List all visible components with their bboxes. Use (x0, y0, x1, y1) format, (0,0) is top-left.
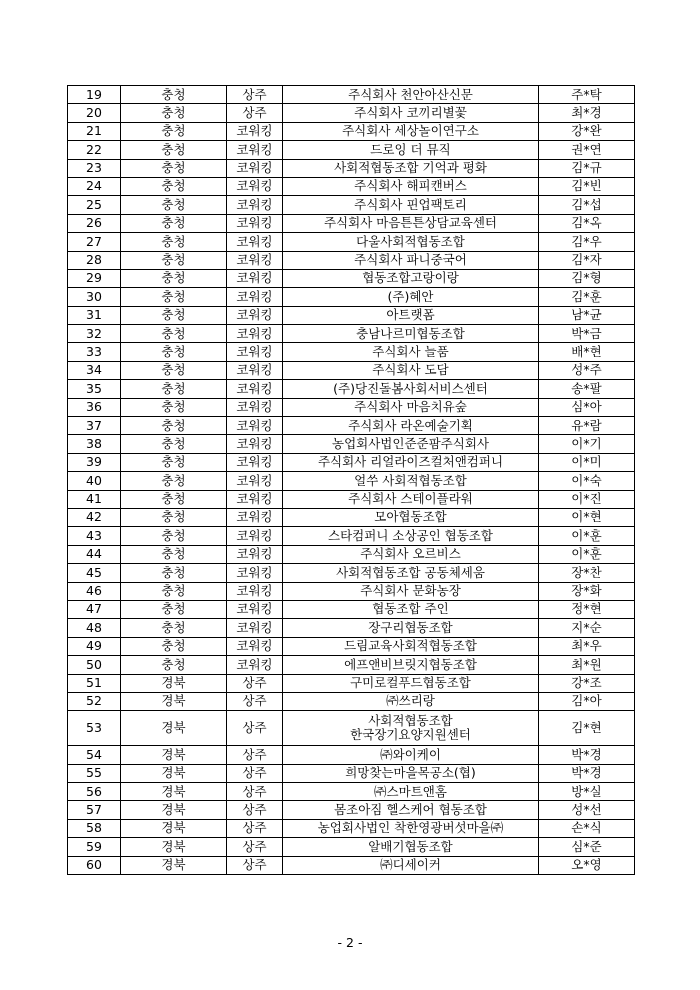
company-name-line: 주식회사 도담 (372, 362, 449, 378)
type-cell: 코워킹 (227, 490, 283, 508)
type-cell: 상주 (227, 838, 283, 856)
region-cell: 충청 (121, 233, 227, 251)
region-cell: 경북 (121, 764, 227, 782)
row-number-cell: 49 (68, 637, 121, 655)
region-cell: 경북 (121, 746, 227, 764)
company-name-line: ㈜쓰리랑 (386, 693, 435, 709)
region-cell: 충청 (121, 159, 227, 177)
row-number-cell: 29 (68, 269, 121, 287)
representative-cell: 장*찬 (539, 564, 635, 582)
type-cell: 코워킹 (227, 141, 283, 159)
table-row (68, 490, 635, 508)
table-row (68, 801, 635, 819)
region-cell: 충청 (121, 490, 227, 508)
type-cell: 코워킹 (227, 417, 283, 435)
company-name-cell (283, 472, 539, 490)
region-cell: 충청 (121, 637, 227, 655)
table-body (68, 86, 635, 875)
row-number-cell: 53 (68, 711, 121, 746)
type-cell: 코워킹 (227, 159, 283, 177)
company-name-line: 모아협동조합 (374, 509, 447, 525)
row-number-cell: 44 (68, 545, 121, 563)
region-cell: 충청 (121, 545, 227, 563)
table-row (68, 380, 635, 398)
company-name-cell (283, 783, 539, 801)
representative-cell: 김*형 (539, 269, 635, 287)
type-cell: 상주 (227, 104, 283, 122)
company-name-cell (283, 306, 539, 324)
type-cell: 코워킹 (227, 251, 283, 269)
type-cell: 코워킹 (227, 398, 283, 416)
company-name-line: 주식회사 오르비스 (360, 546, 461, 562)
table-row (68, 361, 635, 379)
company-name-line: 주식회사 마음치유숲 (354, 399, 467, 415)
representative-cell: 김*우 (539, 233, 635, 251)
region-cell: 경북 (121, 801, 227, 819)
region-cell: 충청 (121, 361, 227, 379)
row-number-cell: 34 (68, 361, 121, 379)
type-cell: 코워킹 (227, 214, 283, 232)
representative-cell: 박*금 (539, 325, 635, 343)
representative-cell: 손*식 (539, 819, 635, 837)
company-name-line: 장구리협동조합 (368, 619, 453, 635)
row-number-cell: 57 (68, 801, 121, 819)
table-row (68, 435, 635, 453)
company-name-cell (283, 656, 539, 674)
company-name-cell (283, 600, 539, 618)
representative-cell: 남*균 (539, 306, 635, 324)
company-name-cell (283, 582, 539, 600)
representative-cell: 지*순 (539, 619, 635, 637)
row-number-cell: 45 (68, 564, 121, 582)
table-row (68, 472, 635, 490)
representative-cell: 유*람 (539, 417, 635, 435)
company-name-cell (283, 214, 539, 232)
region-cell: 충청 (121, 177, 227, 195)
company-name-line: 협동조합고랑이랑 (362, 270, 459, 286)
representative-cell: 이*현 (539, 508, 635, 526)
company-name-line: 에프앤비브릿지협동조합 (344, 656, 477, 672)
representative-cell: 최*우 (539, 637, 635, 655)
table-row (68, 214, 635, 232)
region-cell: 경북 (121, 819, 227, 837)
table-row (68, 343, 635, 361)
company-name-line: 드로잉 더 뮤직 (370, 141, 451, 157)
row-number-cell: 30 (68, 288, 121, 306)
region-cell: 충청 (121, 417, 227, 435)
type-cell: 코워킹 (227, 472, 283, 490)
representative-cell: 최*원 (539, 656, 635, 674)
company-name-cell (283, 545, 539, 563)
row-number-cell: 33 (68, 343, 121, 361)
table-row (68, 545, 635, 563)
company-name-line: 사회적협동조합 (368, 712, 453, 728)
company-name-cell (283, 159, 539, 177)
company-name-cell (283, 343, 539, 361)
company-name-line: 사회적협동조합 공동체세움 (336, 564, 485, 580)
row-number-cell: 38 (68, 435, 121, 453)
company-name-cell (283, 508, 539, 526)
table-row (68, 819, 635, 837)
row-number-cell: 25 (68, 196, 121, 214)
representative-cell: 오*영 (539, 856, 635, 874)
company-name-cell (283, 637, 539, 655)
row-number-cell: 23 (68, 159, 121, 177)
region-cell: 충청 (121, 380, 227, 398)
table-row (68, 398, 635, 416)
region-cell: 충청 (121, 472, 227, 490)
type-cell: 상주 (227, 86, 283, 104)
table-row (68, 838, 635, 856)
page-number: - 2 - (337, 935, 363, 950)
company-name-line: 얼쑤 사회적협동조합 (354, 472, 467, 488)
company-name-line: 주식회사 파니중국어 (354, 252, 467, 268)
company-name-cell (283, 122, 539, 140)
company-name-cell (283, 435, 539, 453)
company-name-cell (283, 692, 539, 710)
region-cell: 충청 (121, 214, 227, 232)
row-number-cell: 27 (68, 233, 121, 251)
representative-cell: 김*빈 (539, 177, 635, 195)
company-name-cell (283, 269, 539, 287)
table-row (68, 453, 635, 471)
type-cell: 코워킹 (227, 361, 283, 379)
company-name-line: 주식회사 세상놀이연구소 (342, 123, 479, 139)
representative-cell: 송*팔 (539, 380, 635, 398)
row-number-cell: 41 (68, 490, 121, 508)
company-name-cell (283, 619, 539, 637)
row-number-cell: 37 (68, 417, 121, 435)
row-number-cell: 26 (68, 214, 121, 232)
company-name-line: 구미로컬푸드협동조합 (350, 675, 471, 690)
representative-cell: 강*조 (539, 674, 635, 692)
row-number-cell: 39 (68, 453, 121, 471)
region-cell: 충청 (121, 86, 227, 104)
region-cell: 충청 (121, 196, 227, 214)
type-cell: 상주 (227, 819, 283, 837)
type-cell: 상주 (227, 711, 283, 746)
region-cell: 충청 (121, 398, 227, 416)
row-number-cell: 24 (68, 177, 121, 195)
type-cell: 코워킹 (227, 508, 283, 526)
region-cell: 충청 (121, 288, 227, 306)
representative-cell: 최*경 (539, 104, 635, 122)
table-row (68, 306, 635, 324)
region-cell: 경북 (121, 783, 227, 801)
row-number-cell: 58 (68, 819, 121, 837)
company-name-cell (283, 801, 539, 819)
row-number-cell: 51 (68, 674, 121, 692)
representative-cell: 박*경 (539, 764, 635, 782)
table-row (68, 122, 635, 140)
type-cell: 코워킹 (227, 545, 283, 563)
company-name-line: 농업회사법인준준팜주식회사 (332, 435, 489, 451)
type-cell: 코워킹 (227, 656, 283, 674)
company-name-line: ㈜디세이커 (380, 857, 441, 873)
type-cell: 상주 (227, 801, 283, 819)
representative-cell: 이*진 (539, 490, 635, 508)
table-row (68, 325, 635, 343)
company-name-line: 알배기협동조합 (368, 838, 453, 854)
region-cell: 충청 (121, 435, 227, 453)
representative-cell: 김*현 (539, 711, 635, 746)
representative-cell: 장*화 (539, 582, 635, 600)
company-name-line: 아트랫폼 (386, 307, 435, 323)
table-row (68, 177, 635, 195)
representative-cell: 김*섭 (539, 196, 635, 214)
row-number-cell: 48 (68, 619, 121, 637)
company-name-line: 주식회사 스테이플라워 (348, 491, 473, 507)
region-cell: 충청 (121, 251, 227, 269)
type-cell: 코워킹 (227, 637, 283, 655)
company-name-cell (283, 361, 539, 379)
type-cell: 코워킹 (227, 306, 283, 324)
representative-cell: 성*선 (539, 801, 635, 819)
company-name-cell (283, 251, 539, 269)
table-row (68, 417, 635, 435)
company-name-cell (283, 380, 539, 398)
region-cell: 충청 (121, 600, 227, 618)
row-number-cell: 22 (68, 141, 121, 159)
type-cell: 코워킹 (227, 122, 283, 140)
type-cell: 코워킹 (227, 269, 283, 287)
type-cell: 코워킹 (227, 527, 283, 545)
company-name-line: 사회적협동조합 기억과 평화 (334, 160, 487, 176)
representative-cell: 이*기 (539, 435, 635, 453)
representative-cell: 김*아 (539, 692, 635, 710)
company-name-line: 주식회사 핀업팩토리 (354, 196, 467, 212)
table-row (68, 141, 635, 159)
type-cell: 코워킹 (227, 582, 283, 600)
company-name-line: 주식회사 문화농장 (360, 583, 461, 599)
representative-cell: 김*자 (539, 251, 635, 269)
company-name-line: 주식회사 늘품 (372, 343, 449, 359)
row-number-cell: 31 (68, 306, 121, 324)
company-name-line: 주식회사 라온예술기획 (348, 417, 473, 433)
type-cell: 코워킹 (227, 619, 283, 637)
type-cell: 코워킹 (227, 600, 283, 618)
type-cell: 코워킹 (227, 453, 283, 471)
region-cell: 경북 (121, 674, 227, 692)
row-number-cell: 32 (68, 325, 121, 343)
table-row (68, 656, 635, 674)
type-cell: 상주 (227, 692, 283, 710)
company-name-line: 협동조합 주인 (372, 601, 449, 617)
table-row (68, 251, 635, 269)
type-cell: 코워킹 (227, 288, 283, 306)
region-cell: 충청 (121, 141, 227, 159)
representative-cell: 이*훈 (539, 545, 635, 563)
company-name-cell (283, 325, 539, 343)
representative-cell: 김*훈 (539, 288, 635, 306)
company-name-line: ㈜스마트앤홈 (374, 783, 447, 799)
region-cell: 충청 (121, 564, 227, 582)
company-name-cell (283, 674, 539, 692)
region-cell: 충청 (121, 453, 227, 471)
company-name-line: 농업회사법인 착한영광버섯마을㈜ (317, 820, 504, 836)
company-name-cell (283, 764, 539, 782)
company-name-line: 다울사회적협동조합 (356, 233, 465, 249)
table-row (68, 856, 635, 874)
representative-cell: 김*규 (539, 159, 635, 177)
company-name-cell (283, 104, 539, 122)
table-row (68, 674, 635, 692)
representative-cell: 이*숙 (539, 472, 635, 490)
company-name-line: (주)혜안 (387, 288, 434, 304)
row-number-cell: 35 (68, 380, 121, 398)
representative-cell: 정*현 (539, 600, 635, 618)
row-number-cell: 46 (68, 582, 121, 600)
representative-cell: 방*실 (539, 783, 635, 801)
row-number-cell: 21 (68, 122, 121, 140)
row-number-cell: 55 (68, 764, 121, 782)
table-row (68, 692, 635, 710)
table-row (68, 619, 635, 637)
company-name-cell (283, 564, 539, 582)
representative-cell: 이*미 (539, 453, 635, 471)
table-row (68, 764, 635, 782)
region-cell: 경북 (121, 856, 227, 874)
row-number-cell: 47 (68, 600, 121, 618)
representative-cell: 권*연 (539, 141, 635, 159)
table-row (68, 508, 635, 526)
table-row (68, 582, 635, 600)
company-name-cell (283, 746, 539, 764)
company-name-cell (283, 838, 539, 856)
company-name-line: 스타컴퍼니 소상공인 협동조합 (328, 527, 493, 543)
company-name-cell (283, 196, 539, 214)
row-number-cell: 36 (68, 398, 121, 416)
row-number-cell: 42 (68, 508, 121, 526)
region-cell: 충청 (121, 306, 227, 324)
company-name-line: 충남나르미협동조합 (356, 325, 465, 341)
representative-cell: 강*완 (539, 122, 635, 140)
type-cell: 상주 (227, 764, 283, 782)
region-cell: 충청 (121, 527, 227, 545)
company-name-line: 몸조아짐 헬스케어 협동조합 (334, 801, 487, 817)
table-row (68, 86, 635, 104)
company-name-cell (283, 177, 539, 195)
table-row (68, 711, 635, 746)
company-name-line: 주식회사 해피캔버스 (354, 178, 467, 194)
type-cell: 코워킹 (227, 564, 283, 582)
row-number-cell: 20 (68, 104, 121, 122)
row-number-cell: 56 (68, 783, 121, 801)
region-cell: 충청 (121, 582, 227, 600)
company-name-cell (283, 288, 539, 306)
row-number-cell: 40 (68, 472, 121, 490)
company-name-line: 주식회사 코끼리별꽃 (354, 104, 467, 120)
type-cell: 코워킹 (227, 233, 283, 251)
representative-cell: 이*훈 (539, 527, 635, 545)
company-name-cell (283, 417, 539, 435)
row-number-cell: 28 (68, 251, 121, 269)
row-number-cell: 50 (68, 656, 121, 674)
table-row (68, 637, 635, 655)
type-cell: 코워킹 (227, 343, 283, 361)
company-name-line: 주식회사 마음튼튼상담교육센터 (323, 215, 498, 231)
company-list-table (67, 85, 635, 875)
table-row (68, 564, 635, 582)
row-number-cell: 52 (68, 692, 121, 710)
type-cell: 코워킹 (227, 325, 283, 343)
region-cell: 충청 (121, 104, 227, 122)
type-cell: 코워킹 (227, 435, 283, 453)
region-cell: 경북 (121, 838, 227, 856)
type-cell: 상주 (227, 856, 283, 874)
table-row (68, 269, 635, 287)
type-cell: 코워킹 (227, 177, 283, 195)
company-name-cell (283, 398, 539, 416)
company-name-line: 주식회사 리얼라이즈컬처앤컴퍼니 (317, 454, 504, 470)
type-cell: 상주 (227, 674, 283, 692)
company-name-cell (283, 819, 539, 837)
region-cell: 충청 (121, 619, 227, 637)
region-cell: 충청 (121, 122, 227, 140)
table-row (68, 288, 635, 306)
region-cell: 충청 (121, 269, 227, 287)
row-number-cell: 19 (68, 86, 121, 104)
company-name-cell (283, 490, 539, 508)
table-row (68, 196, 635, 214)
representative-cell: 배*현 (539, 343, 635, 361)
representative-cell: 주*탁 (539, 86, 635, 104)
company-name-cell (283, 453, 539, 471)
table-row (68, 783, 635, 801)
company-name-cell (283, 233, 539, 251)
row-number-cell: 43 (68, 527, 121, 545)
company-name-line: 주식회사 천안아산신문 (348, 86, 473, 102)
company-name-line: 한국장기요양지원센터 (350, 727, 471, 743)
table-row (68, 233, 635, 251)
company-name-cell (283, 527, 539, 545)
company-name-cell (283, 141, 539, 159)
region-cell: 충청 (121, 325, 227, 343)
company-name-cell (283, 86, 539, 104)
company-name-cell (283, 856, 539, 874)
table-row (68, 159, 635, 177)
table-row (68, 104, 635, 122)
company-name-line: ㈜와이케이 (380, 746, 441, 762)
representative-cell: 성*주 (539, 361, 635, 379)
row-number-cell: 59 (68, 838, 121, 856)
region-cell: 충청 (121, 656, 227, 674)
type-cell: 상주 (227, 746, 283, 764)
representative-cell: 심*준 (539, 838, 635, 856)
table-row (68, 746, 635, 764)
company-name-line: 희망찾는마을목공소(협) (345, 765, 476, 781)
type-cell: 상주 (227, 783, 283, 801)
region-cell: 경북 (121, 692, 227, 710)
region-cell: 충청 (121, 343, 227, 361)
table-row (68, 527, 635, 545)
region-cell: 경북 (121, 711, 227, 746)
table-row (68, 600, 635, 618)
type-cell: 코워킹 (227, 196, 283, 214)
row-number-cell: 54 (68, 746, 121, 764)
row-number-cell: 60 (68, 856, 121, 874)
company-name-line: 드림교육사회적협동조합 (344, 638, 477, 654)
representative-cell: 박*경 (539, 746, 635, 764)
representative-cell: 김*옥 (539, 214, 635, 232)
company-name-cell (283, 711, 539, 746)
company-name-line: (주)당진돌봄사회서비스센터 (333, 380, 488, 396)
region-cell: 충청 (121, 508, 227, 526)
representative-cell: 심*아 (539, 398, 635, 416)
type-cell: 코워킹 (227, 380, 283, 398)
